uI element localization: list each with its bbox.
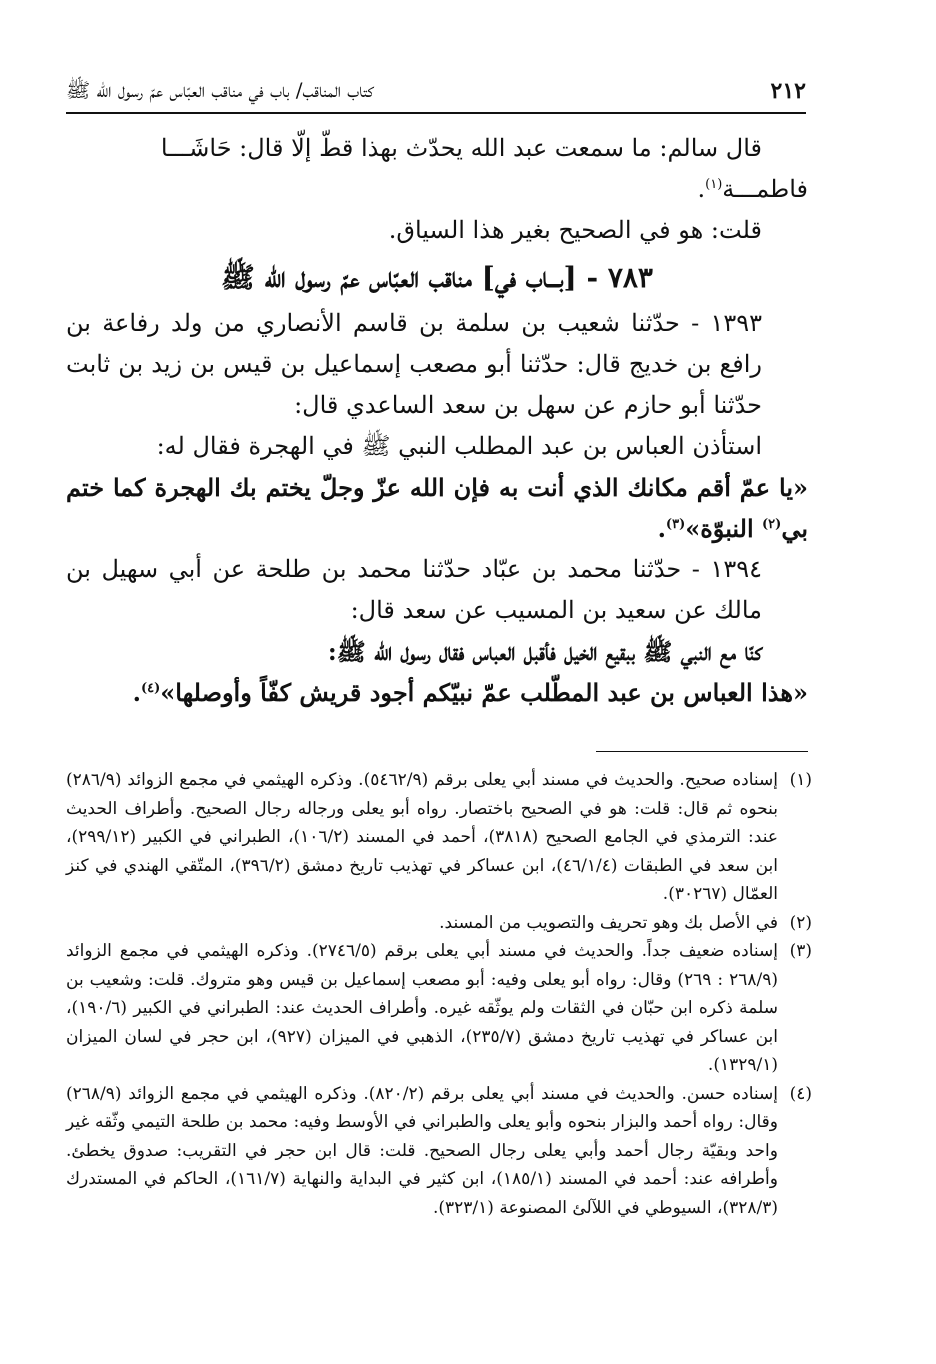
footnote-ref-4: (٤) <box>140 681 161 696</box>
footnote-3 <box>66 937 812 1080</box>
author-remark: قلت: هو في الصحيح بغير هذا السياق. <box>388 216 762 244</box>
footnote-ref-3: (٣) <box>665 517 686 532</box>
footnote-number: (٣) <box>789 941 812 961</box>
hadith-1394-narration: كنّا مع النبي ﷺ ببقيع الخيل فأقبل العباس فقال رسول الله ﷺ: <box>327 637 762 666</box>
chapter-heading: ٧٨٣ - [بـــاب في] مناقب العبّاس عمّ رسول الله ﷺ <box>221 261 653 294</box>
footnote-text: إسناده حسن. والحديث في مسند أبي يعلى برقم (٨٢٠/٢). وذكره الهيثمي في مجمع الزوائد (٢٦٨/٩) وقال: رواه أحمد والبزار بنحوه وأبو يعلى والطبراني في الأوسط وفيه: محمد بن طلحة التيمي وثّقه غير واحد وبقيّة رجال أحمد وأبي يعلى رجال الصحيح. قلت: قال ابن حجر في التقريب: صدوق يخطئ. وأطرافه عند: أحمد في المسند (١٨٥/١)، ابن كثير في البداية والنهاية (١٦١/٧)، الحاكم في المستدرك (٣٢٨/٣)، السيوطي في اللآلئ المصنوعة (٣٢٣/١). <box>66 1083 778 1218</box>
hadith-1393-narration: استأذن العباس بن عبد المطلب النبي ﷺ في الهجرة فقال له: <box>156 432 762 460</box>
header-rule <box>66 112 806 114</box>
footnote-text: إسناده صحيح. والحديث في مسند أبي يعلى برقم (٥٤٦٢/٩). وذكره الهيثمي في مجمع الزوائد (٢٨٦/٩) بنحوه ثم قال: قلت: هو في الصحيح باختصار. رواه أبو يعلى ورجاله رجال الصحيح. وأطراف الحديث عند: الترمذي في الجامع الصحيح (٣٨١٨)، أحمد في المسند (١٠٦/٢)، الطبراني في الكبير (٢٩٩/١٢)، ابن سعد في الطبقات (٤٦/١/٤)، ابن عساكر في تهذيب تاريخ دمشق (٣٩٦/٢)، المتّقي الهندي في كنز العمّال (٣٠٢٦٧). <box>66 770 778 904</box>
hadith-1393-quote-end: النبوّة» <box>685 514 754 543</box>
hadith-1393-quote-text: «يا عمّ أقم مكانك الذي أنت به فإن الله عزّ وجلّ يختم بك الهجرة كما ختم بي <box>66 473 808 543</box>
hadith-1394-quote: «هذا العباس بن عبد المطّلب عمّ نبيّكم أجود قريش كفّاً وأوصلها»$^{(٤)}$. <box>132 678 808 707</box>
page-header <box>66 70 806 114</box>
hadith-1393-quote: «يا عمّ أقم مكانك الذي أنت به فإن الله عزّ وجلّ يختم بك الهجرة كما ختم بي$^{(٢)}$ النبوّة»$^{(٣)}$. <box>66 473 808 543</box>
hadith-1393-isnad <box>66 303 808 426</box>
footnote-1 <box>66 766 812 909</box>
footnote-number: (١) <box>789 770 812 790</box>
footnotes <box>66 766 812 1222</box>
salim-quote-end: فاطمـــة$^{(١)}$. <box>697 175 808 203</box>
footnote-text: في الأصل بك وهو تحريف والتصويب من المسند. <box>439 912 778 933</box>
page-number: ٢١٢ <box>770 78 806 104</box>
running-title: كتاب المناقب/ باب في مناقب العبّاس عمّ رسول الله ﷺ <box>66 78 374 102</box>
footnote-2 <box>66 909 812 938</box>
footnote-4 <box>66 1080 812 1223</box>
footnote-ref-1: (١) <box>705 177 723 192</box>
main-text <box>66 128 808 713</box>
footnote-text: إسناده ضعيف جداً. والحديث في مسند أبي يعلى برقم (٢٧٤٦/٥). وذكره الهيثمي في مجمع الزوائد (٢٦٨/٩ : ٢٦٩) وقال: رواه أبو يعلى وفيه: أبو مصعب إسماعيل بن قيس وهو متروك. قلت: وشعيب بن سلمة ذكره ابن حبّان في الثقات ولم يوثّقه غيره. وأطراف الحديث عند: الطبراني في الكبير (١٩٠/٦)، ابن عساكر في تهذيب تاريخ دمشق (٢٣٥/٧)، الذهبي في الميزان (٩٢٧)، ابن حجر في لسان الميزان (١٣٢٩/١). <box>66 941 778 1075</box>
footnote-separator <box>596 751 808 752</box>
salim-quote-end-text: فاطمـــة <box>722 175 808 203</box>
footnote-ref-2: (٢) <box>762 517 782 532</box>
hadith-1394-isnad: ١٣٩٤ - حدّثنا محمد بن عبّاد حدّثنا محمد بن طلحة عن أبي سهيل بن مالك عن سعيد بن المسيب عن سعد قال: <box>66 555 762 624</box>
footnote-number: (٤) <box>789 1083 812 1104</box>
salim-quote-line: قال سالم: ما سمعت عبد الله يحدّث بهذا قطّ إلّا قال: حَاشَـــا <box>160 134 762 162</box>
hadith-1394-quote-text: «هذا العباس بن عبد المطّلب عمّ نبيّكم أجود قريش كفّاً وأوصلها» <box>160 678 808 707</box>
footnote-number: (٢) <box>789 912 812 933</box>
hadith-1393-isnad-text: ١٣٩٣ - حدّثنا شعيب بن سلمة بن قاسم الأنصاري من ولد رفاعة بن رافع بن خديج قال: حدّثنا أبو مصعب إسماعيل بن قيس بن زيد بن ثابت حدّثنا أبو حازم عن سهل بن سعد الساعدي قال: <box>66 309 762 419</box>
